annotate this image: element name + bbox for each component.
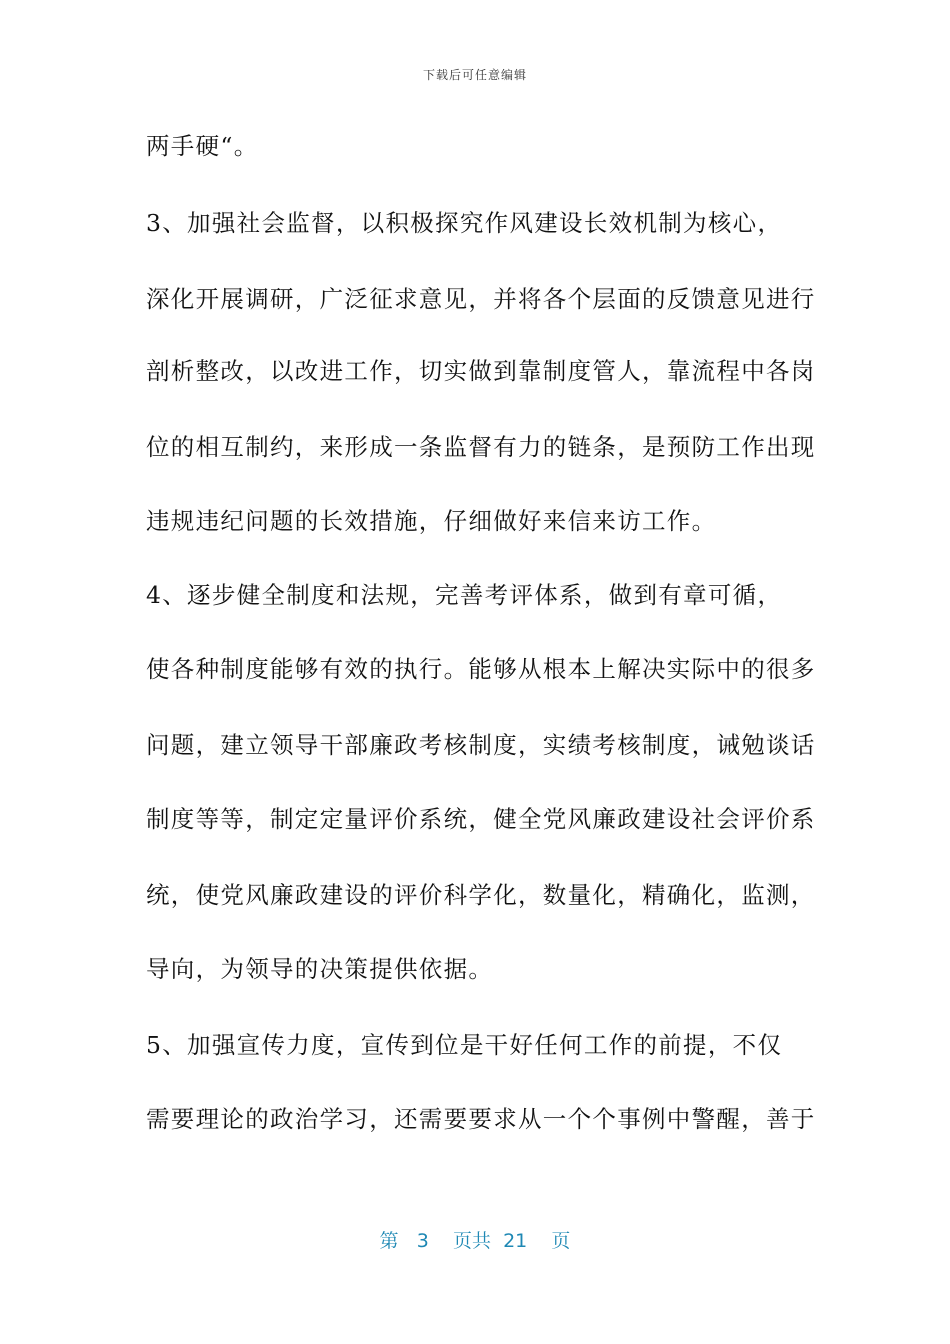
text-line: 需要理论的政治学习，还需要要求从一个个事例中警醒，善于 bbox=[146, 1105, 816, 1133]
text-line: 位的相互制约，来形成一条监督有力的链条，是预防工作出现 bbox=[146, 433, 816, 461]
footer-middle: 页共 bbox=[452, 1230, 491, 1252]
footer-prefix: 第 bbox=[379, 1230, 399, 1252]
page-footer bbox=[0, 1226, 950, 1253]
text-line: 使各种制度能够有效的执行。能够从根本上解决实际中的很多 bbox=[146, 655, 816, 683]
text-line: 统，使党风廉政建设的评价科学化，数量化，精确化，监测， bbox=[146, 881, 816, 909]
text-line: 导向，为领导的决策提供依据。 bbox=[146, 955, 494, 983]
text-line: 4、逐步健全制度和法规，完善考评体系，做到有章可循， bbox=[146, 581, 783, 609]
total-pages-number: 21 bbox=[503, 1230, 528, 1252]
text-line: 两手硬“。 bbox=[146, 132, 259, 160]
text-line: 违规违纪问题的长效措施，仔细做好来信来访工作。 bbox=[146, 507, 717, 535]
text-line: 3、加强社会监督，以积极探究作风建设长效机制为核心， bbox=[146, 209, 783, 237]
footer-suffix: 页 bbox=[551, 1230, 571, 1252]
text-line: 剖析整改，以改进工作，切实做到靠制度管人，靠流程中各岗 bbox=[146, 357, 816, 385]
text-line: 5、加强宣传力度，宣传到位是干好任何工作的前提，不仅 bbox=[146, 1031, 783, 1059]
text-line: 问题，建立领导干部廉政考核制度，实绩考核制度，诫勉谈话 bbox=[146, 731, 816, 759]
text-line: 深化开展调研，广泛征求意见，并将各个层面的反馈意见进行 bbox=[146, 285, 816, 313]
text-line: 制度等等，制定定量评价系统，健全党风廉政建设社会评价系 bbox=[146, 805, 816, 833]
page-header: 下载后可任意编辑 bbox=[422, 68, 527, 82]
current-page-number: 3 bbox=[416, 1230, 429, 1252]
